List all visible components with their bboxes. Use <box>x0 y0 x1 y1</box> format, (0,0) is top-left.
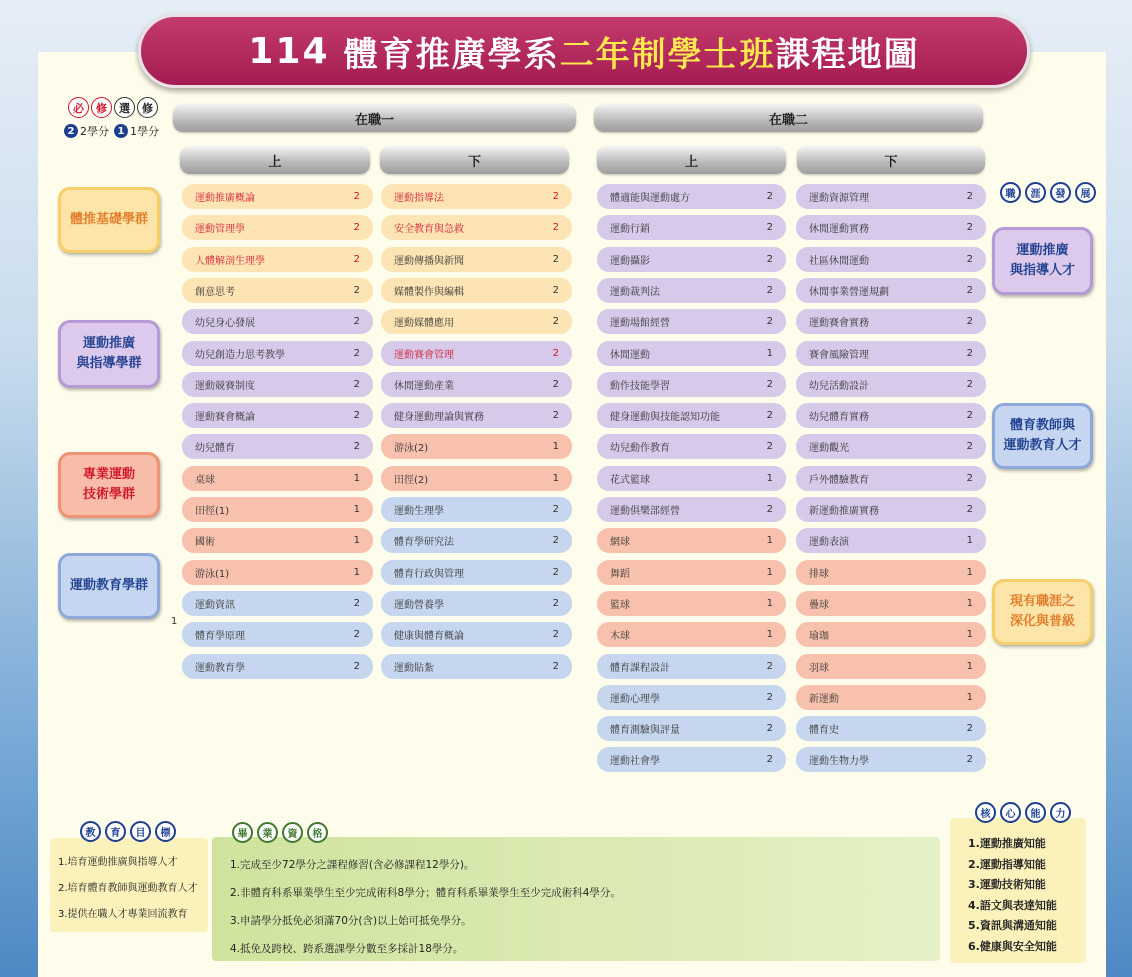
course-credits: 2 <box>552 661 559 672</box>
course-name: 桌球 <box>195 475 215 486</box>
course-credits: 2 <box>353 410 360 421</box>
core-head-char-1: 核 <box>975 802 996 823</box>
course-credits: 2 <box>552 410 559 421</box>
semester-header-y2-second: 下 <box>797 146 985 174</box>
course-name: 運動資訊 <box>195 600 235 611</box>
course-name: 運動生理學 <box>394 506 444 517</box>
course-name: 體育測驗與評量 <box>610 725 680 736</box>
stray-mark: 1 <box>171 616 178 627</box>
grad-head-char-1: 畢 <box>232 822 253 843</box>
course-pill <box>381 403 572 428</box>
course-credits: 2 <box>966 222 973 233</box>
course-credits: 2 <box>766 254 773 265</box>
course-name: 舞蹈 <box>610 569 630 580</box>
course-credits: 2 <box>966 191 973 202</box>
course-pill <box>182 497 373 522</box>
career-deepening: 現有職涯之 深化與普級 <box>992 579 1093 645</box>
course-pill <box>182 591 373 616</box>
course-name: 體育史 <box>809 725 839 736</box>
course-credits: 2 <box>552 567 559 578</box>
semester-header-y1-second: 下 <box>380 146 569 174</box>
course-credits: 1 <box>353 504 360 515</box>
course-name: 體育學原理 <box>195 631 245 642</box>
course-name: 游泳(2) <box>394 443 429 454</box>
course-name: 瑜珈 <box>809 631 829 642</box>
edu-goal-item: 1.培育運動推廣與指導人才 <box>58 857 178 868</box>
career-promotion: 運動推廣 與指導人才 <box>992 227 1093 295</box>
course-pill <box>182 341 373 366</box>
course-credits: 2 <box>353 191 360 202</box>
title-suffix: 課程地圖 <box>775 34 920 75</box>
course-pill <box>796 309 986 334</box>
course-name: 運動競賽制度 <box>195 381 255 392</box>
course-credits: 1 <box>966 567 973 578</box>
course-name: 排球 <box>809 569 829 580</box>
course-name: 運動指導法 <box>394 193 444 204</box>
course-pill <box>796 528 986 553</box>
course-credits: 2 <box>552 191 559 202</box>
course-credits: 2 <box>353 629 360 640</box>
course-name: 體育學研究法 <box>394 537 454 548</box>
course-name: 花式籃球 <box>610 475 650 486</box>
course-pill <box>597 685 786 710</box>
core-item: 1.運動推廣知能 <box>968 837 1046 850</box>
course-pill <box>796 716 986 741</box>
course-name: 新運動推廣實務 <box>809 506 879 517</box>
legend-one-credit: 1學分 <box>130 125 159 138</box>
course-name: 運動媒體應用 <box>394 318 454 329</box>
course-pill <box>796 747 986 772</box>
course-pill <box>381 341 572 366</box>
course-pill <box>182 466 373 491</box>
course-pill <box>182 215 373 240</box>
core-competency-box <box>950 818 1086 963</box>
course-pill <box>796 466 986 491</box>
course-pill <box>597 622 786 647</box>
grad-head-char-4: 格 <box>307 822 328 843</box>
course-name: 社區休閒運動 <box>809 256 869 267</box>
course-name: 幼兒動作教育 <box>610 443 670 454</box>
core-item: 6.健康與安全知能 <box>968 939 1057 953</box>
year-header-1: 在職一 <box>173 104 576 132</box>
legend-two-credit-icon: 2 <box>64 124 78 138</box>
course-name: 國術 <box>195 537 215 548</box>
course-credits: 1 <box>353 535 360 546</box>
course-pill <box>182 654 373 679</box>
semester-header-y1-first: 上 <box>180 146 370 174</box>
course-credits: 2 <box>353 441 360 452</box>
course-name: 戶外體驗教育 <box>809 475 869 486</box>
group-technical: 專業運動 技術學群 <box>58 452 160 518</box>
course-name: 運動觀光 <box>809 443 849 454</box>
core-item: 2.運動指導知能 <box>968 857 1046 871</box>
course-pill <box>796 278 986 303</box>
year-header-2: 在職二 <box>594 104 983 132</box>
graduation-item: 4.抵免及跨校、跨系選課學分數至多採計18學分。 <box>230 943 464 955</box>
legend-elective-2: 修 <box>137 97 158 118</box>
course-name: 運動資源管理 <box>809 193 869 204</box>
course-name: 田徑(1) <box>195 506 230 517</box>
course-pill <box>182 278 373 303</box>
course-pill <box>182 309 373 334</box>
course-name: 運動賽會概論 <box>195 412 255 423</box>
course-pill <box>597 466 786 491</box>
course-name: 幼兒活動設計 <box>809 381 869 392</box>
course-pill <box>796 403 986 428</box>
course-name: 休閒事業營運規劃 <box>809 287 889 298</box>
core-header <box>975 802 1071 823</box>
course-pill <box>597 184 786 209</box>
course-pill <box>796 560 986 585</box>
course-pill <box>381 591 572 616</box>
course-credits: 2 <box>766 222 773 233</box>
course-pill <box>381 247 572 272</box>
course-pill <box>182 247 373 272</box>
course-credits: 2 <box>353 222 360 233</box>
title-program: 二年制學士班 <box>559 34 776 75</box>
course-credits: 2 <box>552 379 559 390</box>
course-name: 田徑(2) <box>394 475 429 486</box>
course-name: 安全教育與急救 <box>394 224 464 235</box>
edu-goals-header <box>80 821 176 842</box>
title-year: 114 <box>248 30 330 72</box>
course-credits: 2 <box>353 379 360 390</box>
course-credits: 2 <box>766 661 773 672</box>
course-credits: 2 <box>552 629 559 640</box>
graduation-header <box>232 822 328 843</box>
course-name: 運動表演 <box>809 537 849 548</box>
course-name: 運動生物力學 <box>809 756 869 767</box>
career-education: 體育教師與 運動教育人才 <box>992 403 1093 469</box>
course-credits: 2 <box>966 473 973 484</box>
course-pill <box>796 591 986 616</box>
course-name: 運動心理學 <box>610 694 660 705</box>
edu-goal-item: 3.提供在職人才專業回流教育 <box>58 909 188 920</box>
core-head-char-3: 能 <box>1025 802 1046 823</box>
course-credits: 2 <box>766 504 773 515</box>
course-pill <box>381 278 572 303</box>
course-credits: 2 <box>353 285 360 296</box>
career-head-char-1: 職 <box>1000 182 1021 203</box>
course-credits: 1 <box>766 598 773 609</box>
course-credits: 2 <box>552 254 559 265</box>
course-pill <box>381 528 572 553</box>
edu-head-char-2: 育 <box>105 821 126 842</box>
course-name: 籃球 <box>610 600 630 611</box>
group-education: 運動教育學群 <box>58 553 160 619</box>
course-credits: 2 <box>552 535 559 546</box>
course-credits: 2 <box>353 254 360 265</box>
course-credits: 1 <box>766 567 773 578</box>
course-name: 運動裁判法 <box>610 287 660 298</box>
course-name: 健康與體育概論 <box>394 631 464 642</box>
course-pill <box>796 434 986 459</box>
graduation-item: 1.完成至少72學分之課程修習(含必修課程12學分)。 <box>230 859 475 871</box>
course-credits: 2 <box>552 598 559 609</box>
course-name: 新運動 <box>809 694 839 705</box>
legend-required-2: 修 <box>91 97 112 118</box>
edu-head-char-4: 標 <box>155 821 176 842</box>
course-name: 幼兒體育 <box>195 443 235 454</box>
course-name: 運動管理學 <box>195 224 245 235</box>
course-name: 運動社會學 <box>610 756 660 767</box>
career-header <box>1000 182 1096 203</box>
course-credits: 2 <box>766 723 773 734</box>
course-name: 網球 <box>610 537 630 548</box>
group-promotion: 運動推廣 與指導學群 <box>58 320 160 388</box>
course-pill <box>381 215 572 240</box>
course-name: 賽會風險管理 <box>809 350 869 361</box>
course-name: 運動攝影 <box>610 256 650 267</box>
course-credits: 2 <box>966 348 973 359</box>
edu-head-char-3: 目 <box>130 821 151 842</box>
course-name: 運動賽會管理 <box>394 350 454 361</box>
graduation-item: 2.非體育科系畢業學生至少完成術科8學分；體育科系畢業學生至少完成術科4學分。 <box>230 887 621 899</box>
career-head-char-2: 涯 <box>1025 182 1046 203</box>
course-pill <box>381 497 572 522</box>
course-name: 體育行政與管理 <box>394 569 464 580</box>
course-name: 休閒運動產業 <box>394 381 454 392</box>
course-credits: 2 <box>766 441 773 452</box>
course-credits: 2 <box>552 348 559 359</box>
course-pill <box>796 622 986 647</box>
course-pill <box>182 372 373 397</box>
career-head-char-3: 發 <box>1050 182 1071 203</box>
course-pill <box>381 654 572 679</box>
course-name: 媒體製作與編輯 <box>394 287 464 298</box>
course-pill <box>182 528 373 553</box>
course-pill <box>381 184 572 209</box>
group-foundation: 體推基礎學群 <box>58 187 160 253</box>
legend <box>68 97 160 139</box>
course-name: 運動營養學 <box>394 600 444 611</box>
course-name: 健身運動與技能認知功能 <box>610 412 720 423</box>
course-pill <box>597 716 786 741</box>
course-credits: 1 <box>766 473 773 484</box>
course-pill <box>381 372 572 397</box>
core-item: 5.資訊與溝通知能 <box>968 919 1057 932</box>
course-pill <box>597 309 786 334</box>
course-credits: 1 <box>766 348 773 359</box>
course-pill <box>597 278 786 303</box>
course-name: 運動行銷 <box>610 224 650 235</box>
course-pill <box>796 341 986 366</box>
course-credits: 1 <box>966 661 973 672</box>
course-credits: 2 <box>966 254 973 265</box>
course-pill <box>597 747 786 772</box>
course-credits: 1 <box>766 629 773 640</box>
semester-header-y2-first: 上 <box>597 146 786 174</box>
course-credits: 2 <box>353 598 360 609</box>
edu-goals-box <box>50 838 208 932</box>
course-pill <box>597 654 786 679</box>
graduation-item: 3.申請學分抵免必須滿70分(含)以上始可抵免學分。 <box>230 915 472 927</box>
legend-elective-1: 選 <box>114 97 135 118</box>
course-name: 疊球 <box>809 600 829 611</box>
course-name: 運動場館經營 <box>610 318 670 329</box>
course-pill <box>597 215 786 240</box>
course-credits: 2 <box>966 504 973 515</box>
course-name: 游泳(1) <box>195 569 230 580</box>
course-name: 動作技能學習 <box>610 381 670 392</box>
course-credits: 2 <box>966 379 973 390</box>
course-credits: 2 <box>766 754 773 765</box>
course-credits: 1 <box>552 473 559 484</box>
course-credits: 2 <box>966 754 973 765</box>
course-pill <box>381 434 572 459</box>
course-credits: 2 <box>353 348 360 359</box>
core-item: 3.運動技術知能 <box>968 878 1046 891</box>
course-credits: 2 <box>552 285 559 296</box>
edu-head-char-1: 教 <box>80 821 101 842</box>
course-pill <box>597 341 786 366</box>
course-credits: 1 <box>966 692 973 703</box>
course-name: 運動貼紮 <box>394 663 434 674</box>
course-pill <box>796 497 986 522</box>
course-credits: 2 <box>966 410 973 421</box>
course-name: 幼兒身心發展 <box>195 318 255 329</box>
course-credits: 2 <box>552 316 559 327</box>
core-head-char-2: 心 <box>1000 802 1021 823</box>
course-name: 創意思考 <box>195 287 235 298</box>
course-pill <box>597 591 786 616</box>
course-credits: 1 <box>966 535 973 546</box>
course-pill <box>182 622 373 647</box>
course-credits: 2 <box>966 285 973 296</box>
course-pill <box>182 184 373 209</box>
course-pill <box>381 309 572 334</box>
course-name: 體育課程設計 <box>610 663 670 674</box>
course-credits: 2 <box>353 316 360 327</box>
course-credits: 2 <box>766 191 773 202</box>
course-pill <box>597 403 786 428</box>
course-credits: 1 <box>966 598 973 609</box>
course-pill <box>796 685 986 710</box>
course-pill <box>796 247 986 272</box>
course-pill <box>597 560 786 585</box>
course-credits: 2 <box>766 379 773 390</box>
course-name: 運動俱樂部經營 <box>610 506 680 517</box>
course-credits: 2 <box>966 316 973 327</box>
course-credits: 1 <box>766 535 773 546</box>
course-credits: 1 <box>353 473 360 484</box>
course-pill <box>381 622 572 647</box>
course-pill <box>796 215 986 240</box>
course-pill <box>182 403 373 428</box>
legend-one-credit-icon: 1 <box>114 124 128 138</box>
core-item: 4.語文與表達知能 <box>968 898 1057 912</box>
course-pill <box>796 372 986 397</box>
course-pill <box>597 247 786 272</box>
course-name: 運動教育學 <box>195 663 245 674</box>
course-name: 運動傳播與新聞 <box>394 256 464 267</box>
course-credits: 2 <box>966 441 973 452</box>
legend-two-credit: 2學分 <box>80 125 109 138</box>
course-pill <box>182 560 373 585</box>
course-name: 健身運動理論與實務 <box>394 412 484 423</box>
course-name: 體適能與運動處方 <box>610 193 690 204</box>
page-title <box>138 14 1030 88</box>
course-credits: 2 <box>552 504 559 515</box>
core-head-char-4: 力 <box>1050 802 1071 823</box>
graduation-box <box>212 837 940 961</box>
title-dept: 體育推廣學系 <box>343 34 560 75</box>
course-name: 羽球 <box>809 663 829 674</box>
course-name: 幼兒創造力思考教學 <box>195 350 285 361</box>
course-credits: 1 <box>353 567 360 578</box>
course-credits: 2 <box>552 222 559 233</box>
course-pill <box>381 560 572 585</box>
course-credits: 1 <box>552 441 559 452</box>
course-name: 幼兒體育實務 <box>809 412 869 423</box>
course-credits: 1 <box>966 629 973 640</box>
course-credits: 2 <box>766 316 773 327</box>
course-pill <box>796 184 986 209</box>
course-name: 休閒運動實務 <box>809 224 869 235</box>
course-credits: 2 <box>966 723 973 734</box>
edu-goal-item: 2.培育體育教師與運動教育人才 <box>58 883 198 894</box>
course-credits: 2 <box>353 661 360 672</box>
course-name: 運動賽會實務 <box>809 318 869 329</box>
course-pill <box>597 434 786 459</box>
course-name: 運動推廣概論 <box>195 193 255 204</box>
course-name: 木球 <box>610 631 630 642</box>
course-credits: 2 <box>766 692 773 703</box>
course-credits: 2 <box>766 410 773 421</box>
course-name: 人體解剖生理學 <box>195 256 265 267</box>
course-credits: 2 <box>766 285 773 296</box>
course-pill <box>597 497 786 522</box>
course-pill <box>381 466 572 491</box>
career-head-char-4: 展 <box>1075 182 1096 203</box>
legend-required-1: 必 <box>68 97 89 118</box>
course-pill <box>597 528 786 553</box>
grad-head-char-2: 業 <box>257 822 278 843</box>
course-pill <box>796 654 986 679</box>
course-name: 休閒運動 <box>610 350 650 361</box>
course-pill <box>182 434 373 459</box>
course-pill <box>597 372 786 397</box>
grad-head-char-3: 資 <box>282 822 303 843</box>
